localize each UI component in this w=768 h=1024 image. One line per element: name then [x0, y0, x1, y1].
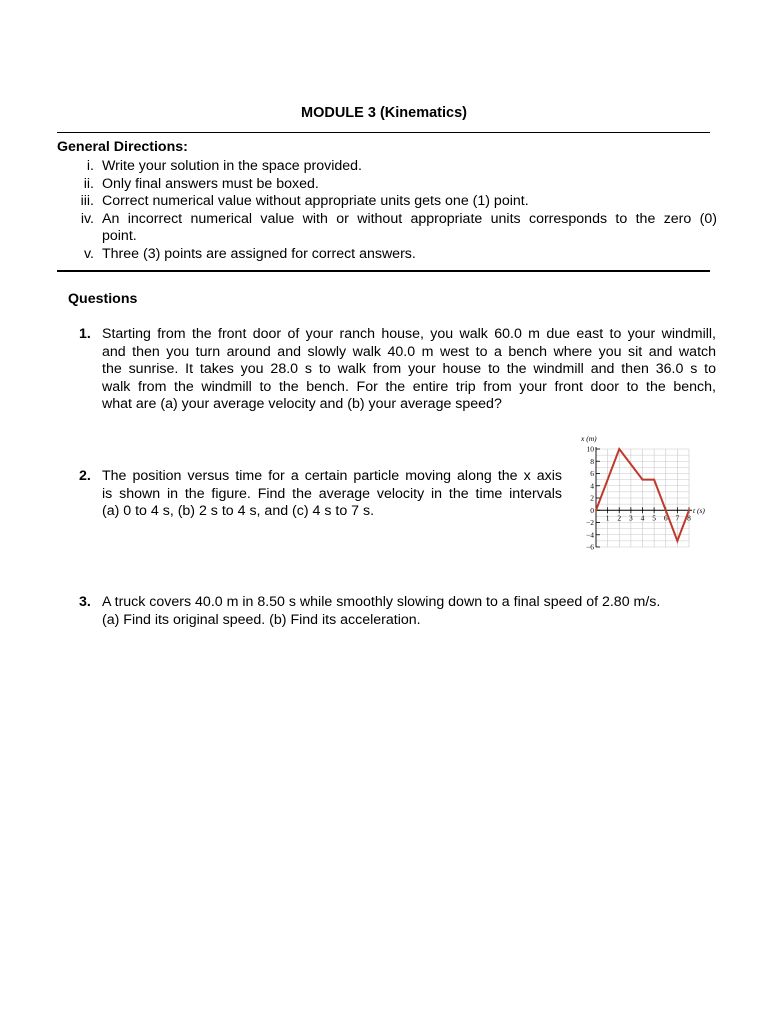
question-number: 3.	[79, 594, 91, 610]
direction-text: Only final answers must be boxed.	[102, 175, 319, 192]
y-tick-label: −2	[586, 518, 594, 527]
direction-text: point.	[102, 228, 137, 244]
question-line: Starting from the front door of your ranch house, you walk 60.0 m due east to your windmill,	[102, 326, 716, 342]
y-tick-label: 8	[590, 456, 594, 466]
questions-heading: Questions	[68, 291, 138, 307]
question-text	[102, 468, 562, 521]
x-tick-label: 4	[640, 513, 645, 523]
y-tick-label: 0	[590, 505, 594, 515]
y-tick-label: −4	[586, 530, 594, 540]
question-text	[102, 594, 702, 629]
data-point	[688, 509, 690, 511]
question-number: 2.	[79, 468, 91, 484]
question-line: is shown in the figure. Find the average velocity in the time intervals	[102, 485, 562, 502]
data-point	[618, 448, 620, 450]
question-line: (a) Find its original speed. (b) Find its acceleration.	[102, 611, 421, 628]
data-point	[595, 509, 597, 511]
question-line: walk from the windmill to the bench. For the entire trip from your front door to the bench,	[102, 378, 716, 395]
question-line: (a) 0 to 4 s, (b) 2 s to 4 s, and (c) 4 s to 7 s.	[102, 503, 375, 519]
question-text	[102, 326, 716, 414]
question-number: 1.	[79, 326, 91, 342]
divider-top	[57, 132, 710, 133]
question-line: what are (a) your average velocity and (b) your average speed?	[102, 396, 502, 412]
direction-text: Correct numerical value without appropriate units gets one (1) point.	[102, 193, 529, 209]
data-point	[676, 540, 678, 542]
directions-heading: General Directions:	[57, 139, 188, 155]
direction-number: iv.	[80, 210, 94, 227]
y-tick-label: 6	[590, 469, 594, 478]
page-title: MODULE 3 (Kinematics)	[301, 105, 467, 121]
y-tick-label: −6	[586, 542, 594, 552]
chart-y-axis-label: x (m)	[581, 434, 597, 443]
question-line: A truck covers 40.0 m in 8.50 s while smoothly slowing down to a final speed of 2.80 m/s.	[102, 594, 661, 610]
question-line: and then you turn around and slowly walk 40.0 m west to a bench where you sit and watch	[102, 343, 716, 360]
chart-x-axis-label: t (s)	[693, 506, 705, 515]
question-line: the sunrise. It takes you 28.0 s to walk from your house to the windmill and then 36.0 s to	[102, 361, 716, 377]
x-tick-label: 2	[617, 513, 622, 523]
x-tick-label: 7	[675, 513, 680, 523]
direction-text: An incorrect numerical value with or without appropriate units corresponds to the zero (0)	[102, 210, 717, 227]
position-time-graph	[570, 432, 720, 554]
data-point	[642, 479, 644, 481]
x-tick-label: 1	[605, 513, 610, 523]
x-tick-label: 8	[687, 513, 691, 523]
x-tick-label: 5	[652, 513, 656, 523]
y-tick-label: 4	[590, 481, 594, 491]
direction-number: v.	[84, 245, 94, 262]
direction-number: ii.	[83, 175, 94, 192]
x-tick-label: 3	[629, 513, 633, 523]
question-line: The position versus time for a certain particle moving along the x axis	[102, 468, 562, 484]
direction-text: Three (3) points are assigned for correct answers.	[102, 245, 416, 262]
direction-number: i.	[86, 158, 94, 174]
direction-text: Write your solution in the space provided.	[102, 158, 362, 174]
data-point	[653, 479, 655, 481]
divider-bottom	[57, 270, 710, 272]
x-tick-label: 6	[663, 513, 668, 523]
y-tick-label: 2	[590, 493, 594, 503]
direction-number: iii.	[80, 193, 94, 209]
y-tick-label: 10	[586, 444, 594, 454]
